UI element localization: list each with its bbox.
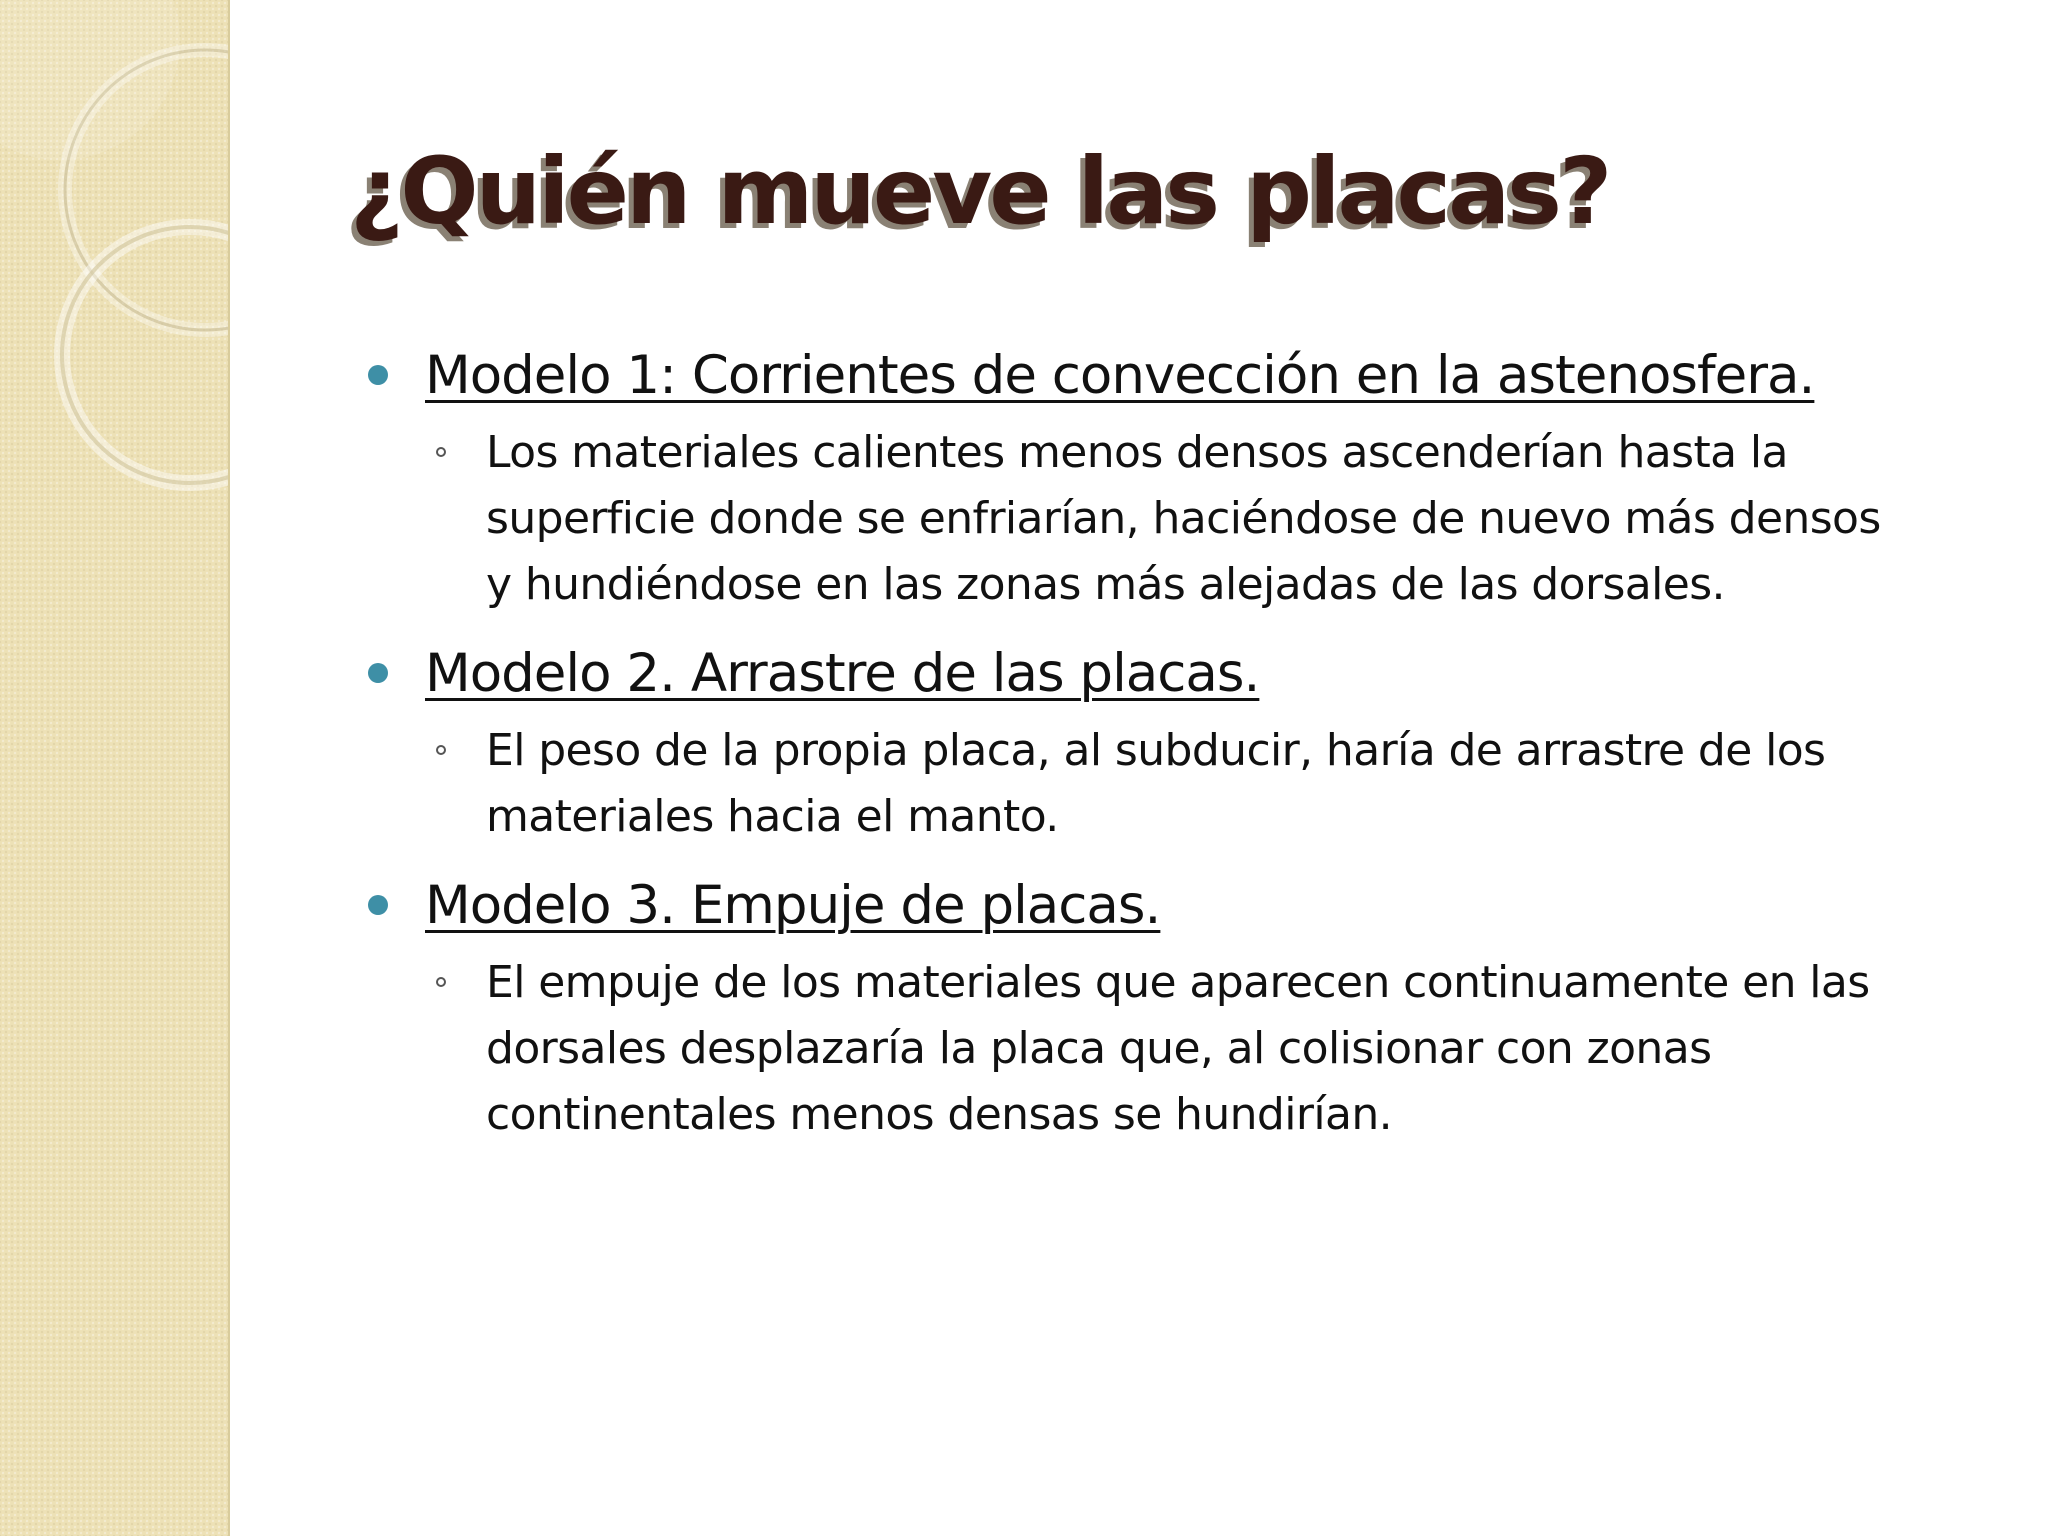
decorative-sidebar bbox=[0, 0, 230, 1536]
sub-item bbox=[360, 718, 1980, 850]
sub-line: y hundiéndose en las zonas más alejadas de las dorsales. bbox=[486, 559, 1725, 610]
list-item-model-2 bbox=[360, 636, 1980, 850]
heading-label: Modelo 3. Empuje de placas. bbox=[425, 875, 1161, 936]
item-heading bbox=[360, 868, 1980, 944]
heading-label: Modelo 2. Arrastre de las placas. bbox=[425, 643, 1260, 704]
sub-line: El peso de la propia placa, al subducir, haría de arrastre de los bbox=[486, 725, 1826, 776]
item-heading bbox=[360, 636, 1980, 712]
bullet-dot-icon bbox=[368, 365, 388, 385]
item-heading bbox=[360, 338, 1980, 414]
sub-bullet-ring-icon bbox=[436, 977, 446, 987]
sub-line: dorsales desplazaría la placa que, al colisionar con zonas bbox=[486, 1023, 1712, 1074]
list-item-model-3 bbox=[360, 868, 1980, 1148]
sub-item bbox=[360, 420, 1980, 618]
slide-title: ¿Quién mueve las placas? bbox=[350, 138, 1610, 245]
bullet-dot-icon bbox=[368, 895, 388, 915]
sub-item bbox=[360, 950, 1980, 1148]
sub-line: materiales hacia el manto. bbox=[486, 791, 1059, 842]
heading-label: Modelo 1: Corrientes de convección en la astenosfera. bbox=[425, 345, 1815, 406]
sub-line: continentales menos densas se hundirían. bbox=[486, 1089, 1393, 1140]
sub-line: superficie donde se enfriarían, haciéndose de nuevo más densos bbox=[486, 493, 1881, 544]
sub-bullet-ring-icon bbox=[436, 745, 446, 755]
sub-line: Los materiales calientes menos densos ascenderían hasta la bbox=[486, 427, 1788, 478]
slide-content bbox=[360, 338, 1980, 1166]
sub-line: El empuje de los materiales que aparecen continuamente en las bbox=[486, 957, 1870, 1008]
decorative-rings-icon bbox=[0, 0, 228, 520]
sub-bullet-ring-icon bbox=[436, 447, 446, 457]
list-item-model-1 bbox=[360, 338, 1980, 618]
bullet-dot-icon bbox=[368, 663, 388, 683]
